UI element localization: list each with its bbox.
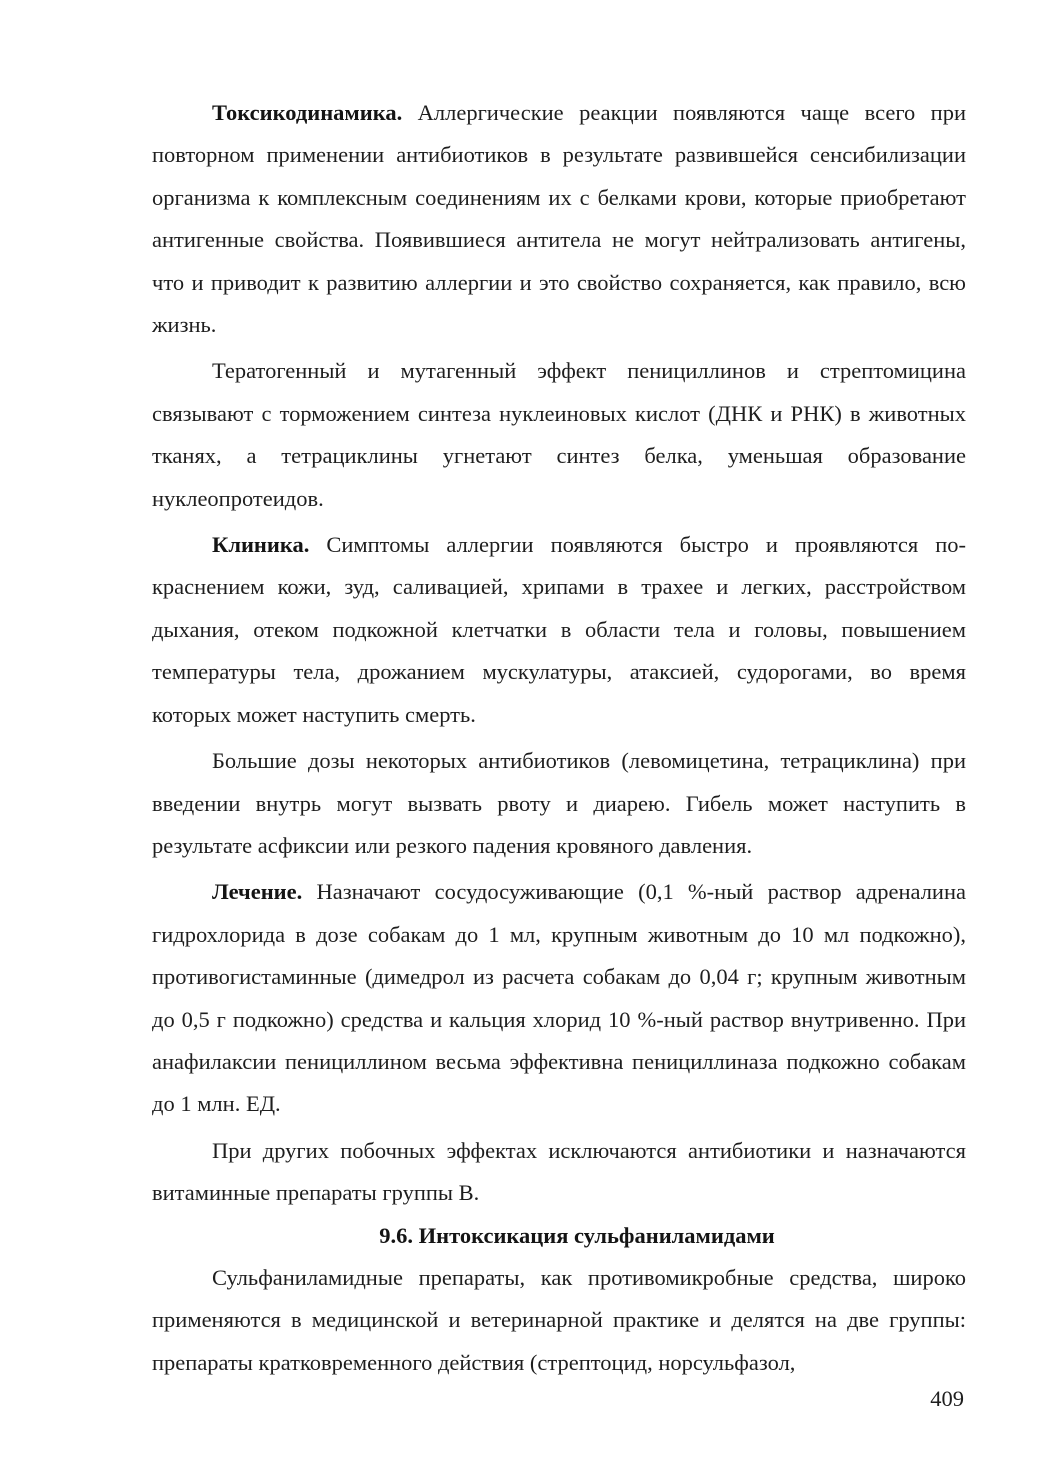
paragraph-text: Симптомы аллергии появляются быстро и проявляются покраснением кожи, зуд, саливацией, хрипами в трахее и легких, расстройством дыхания, отеком подкожной клетчатки в области тела и головы, повышением температуры тела, дрожанием мускулатуры, атаксией, судорогами, во время которых может наступить смерть. — [152, 532, 966, 727]
paragraph-text: Тератогенный и мутагенный эффект пенициллинов и стрептомицина связывают с торможением синтеза нуклеиновых кислот (ДНК и РНК) в животных тканях, а тетрациклины угнетают синтез белка, уменьшая образование нуклеопротеидов. — [152, 358, 966, 511]
paragraph-lead: Токсикодинамика. — [212, 100, 403, 125]
page-number: 409 — [930, 1386, 964, 1411]
paragraph-text: Сульфаниламидные препараты, как противомикробные средства, широко применяются в медицинской и ветеринарной практике и делятся на две группы: препараты кратковременного действия (стрептоцид, норсульфазол, — [152, 1264, 966, 1375]
paragraph-toxicodynamics — [152, 92, 966, 346]
paragraph-clinic — [152, 524, 966, 736]
paragraph-teratogenic-effect — [152, 350, 966, 520]
page-body — [152, 92, 966, 1384]
section-heading: 9.6. Интоксикация сульфаниламидами — [379, 1222, 775, 1248]
paragraph-lead: Лечение. — [212, 879, 303, 905]
paragraph-text: Назначают сосудосуживающие (0,1 %-ный раствор адреналина гидрохлорида в дозе собакам до 1 мл, крупным животным до 10 мл подкожно), противогистаминные (димедрол из расчета собакам до 0,04 г; крупным животным до 0,5 г подкожно) средства и кальция хлорид 10 %-ный раствор внутривенно. При анафилаксии пенициллином весьма эффективна пенициллиназа подкожно собакам до 1 млн. ЕД. — [152, 879, 966, 1117]
paragraph-sulfonamides — [152, 1257, 966, 1384]
paragraph-large-doses — [152, 740, 966, 867]
paragraph-other-side-effects — [152, 1130, 966, 1215]
paragraph-text: Большие дозы некоторых антибиотиков (левомицетина, тетрациклина) при введении внутрь могут вызвать рвоту и диарею. Гибель может наступить в результате асфиксии или резкого падения кровяного давления. — [152, 748, 966, 858]
paragraph-text: При других побочных эффектах исключаются антибиотики и назначаются витаминные препараты группы В. — [152, 1137, 966, 1206]
paragraph-text: Аллергические реакции появляются чаще всего при повторном применении антибиотиков в результате развившейся сенсибилизации организма к комплексным соединениям их с белками крови, которые приобретают антигенные свойства. Появившиеся антитела не могут нейтрализовать антигены, что и приводит к развитию аллергии и это свойство сохраняется, как правило, всю жизнь. — [152, 100, 966, 338]
paragraph-lead: Клиника. — [212, 532, 310, 558]
paragraph-treatment — [152, 871, 966, 1125]
